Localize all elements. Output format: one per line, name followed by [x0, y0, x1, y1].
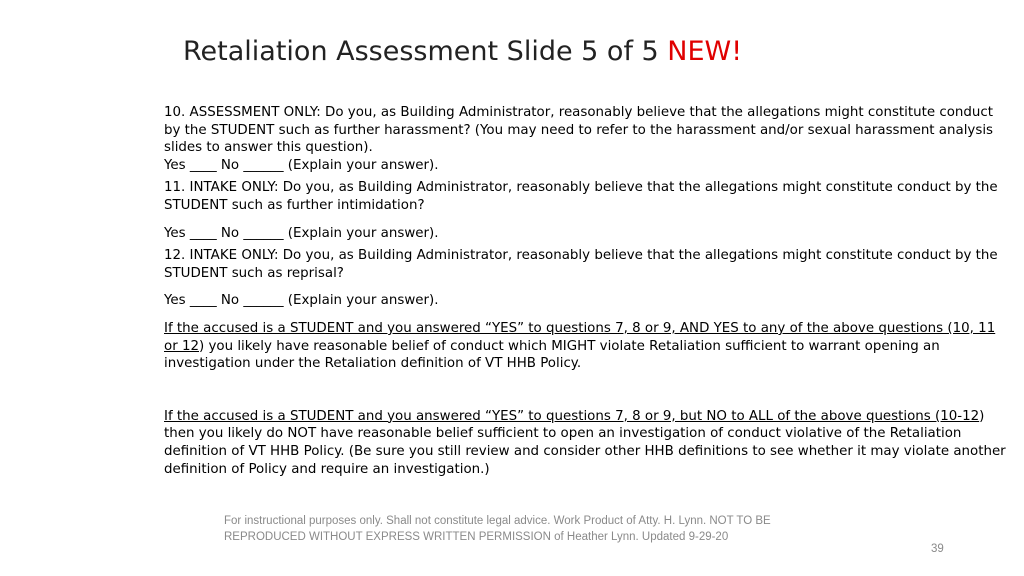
slide-title	[183, 36, 1003, 67]
question-10: 10. ASSESSMENT ONLY: Do you, as Building Administrator, reasonably believe that the allegations might constitute conduct by the STUDENT such as further harassment? (You may need to refer to the harassment and/or sexual harassment analysis slides to answer this question).	[164, 105, 994, 156]
question-11-answer: Yes ____ No ______ (Explain your answer).	[164, 225, 439, 241]
guidance-yes-underlined: If the accused is a STUDENT and you answered “YES” to questions 7, 8 or 9, AND YES to any of the above questions (10, 11 or 12	[164, 320, 996, 354]
guidance-no-underlined: If the accused is a STUDENT and you answered “YES” to questions 7, 8 or 9, but NO to ALL of the above questions (10-12	[164, 408, 980, 424]
question-12: 12. INTAKE ONLY: Do you, as Building Administrator, reasonably believe that the allegations might constitute conduct by the STUDENT such as reprisal?	[164, 248, 998, 281]
question-12-answer: Yes ____ No ______ (Explain your answer).	[164, 293, 439, 309]
page-number: 39	[931, 543, 944, 555]
guidance-yes	[164, 320, 1010, 373]
guidance-yes-rest: ) you likely have reasonable belief of conduct which MIGHT violate Retaliation sufficient to warrant opening an investigation under the Retaliation definition of VT HHB Policy.	[164, 338, 940, 372]
question-11: 11. INTAKE ONLY: Do you, as Building Administrator, reasonably believe that the allegations might constitute conduct by the STUDENT such as further intimidation?	[164, 180, 998, 213]
question-10-answer: Yes ____ No ______ (Explain your answer).	[164, 157, 439, 173]
slide-body	[164, 104, 1010, 478]
new-flag: NEW!	[667, 36, 743, 67]
slide-title-text: Retaliation Assessment Slide 5 of 5	[183, 36, 668, 67]
guidance-no	[164, 408, 1010, 478]
guidance-no-rest: ) then you likely do NOT have reasonable belief sufficient to open an investigation of conduct violative of the Retaliation definition of VT HHB Policy. (Be sure you still review and consider other HHB definitions to see whether it may violate another definition of Policy and require an investigation.)	[164, 408, 1006, 477]
footer-disclaimer: For instructional purposes only. Shall not constitute legal advice. Work Product of Atty. H. Lynn. NOT TO BE REPRODUCED WITHOUT EXPRESS WRITTEN PERMISSION of Heather Lynn. Updated 9-29-20	[224, 515, 771, 543]
